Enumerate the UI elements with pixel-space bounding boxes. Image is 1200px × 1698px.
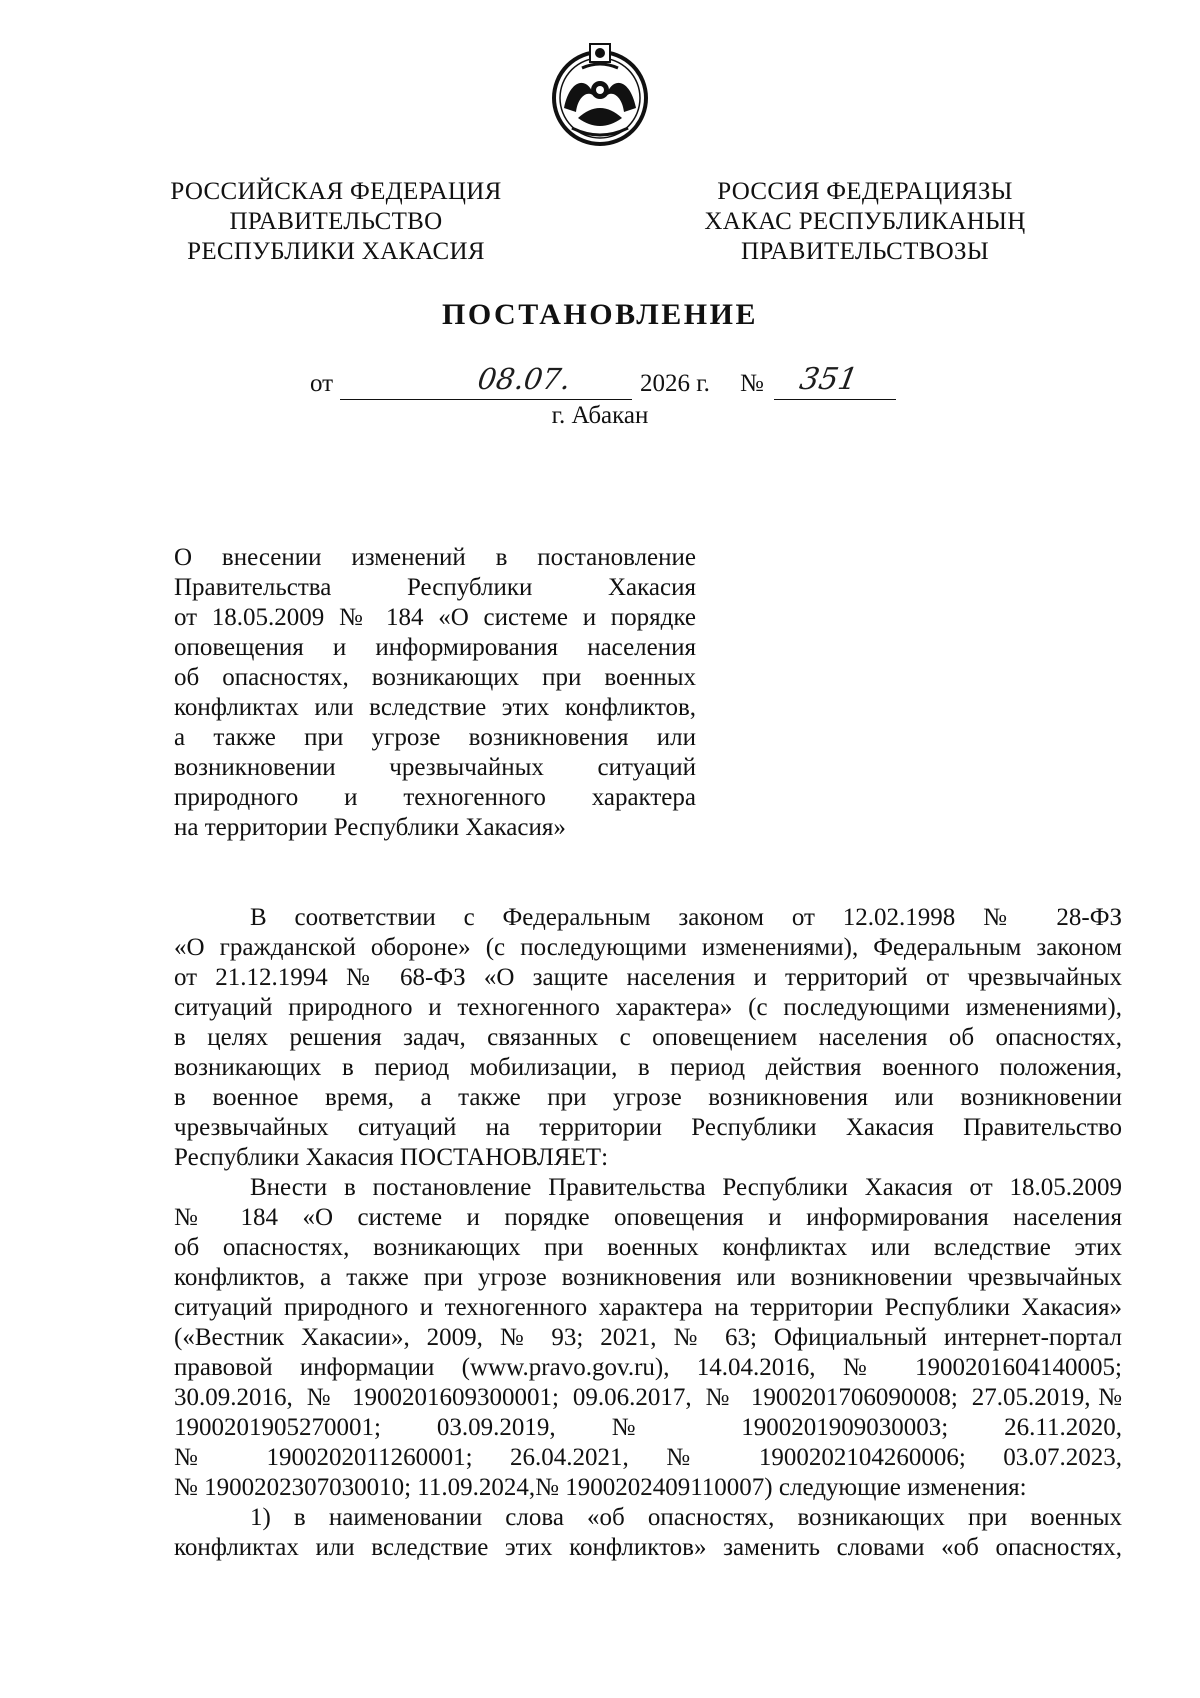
header-right-line: ПРАВИТЕЛЬСТВОЗЫ <box>741 238 989 265</box>
document-title: ПОСТАНОВЛЕНИЕ <box>442 298 758 331</box>
body-line: 1) в наименовании слова «об опасностях, возникающих при военных <box>250 1504 1122 1531</box>
subject-line: конфликтах или вследствие этих конфликтов, <box>174 694 696 721</box>
body-line: («Вестник Хакасии», 2009, № 93; 2021, № 63; Официальный интернет-портал <box>174 1324 1122 1351</box>
body-line: «О гражданской обороне» (с последующими изменениями), Федеральным законом <box>174 934 1122 961</box>
body-line: от 21.12.1994 № 68-ФЗ «О защите населения и территорий от чрезвычайных <box>174 964 1122 991</box>
body-line: ситуаций природного и техногенного характера на территории Республики Хакасия» <box>174 1294 1122 1321</box>
date-prefix: от <box>310 370 334 397</box>
body-line: 30.09.2016, № 1900201609300001; 09.06.2017, № 1900201706090008; 27.05.2019,№ <box>174 1384 1122 1411</box>
body-line: в военное время, а также при угрозе возникновения или возникновении <box>174 1084 1122 1111</box>
body-line: № 1900202307030010; 11.09.2024,№ 1900202409110007) следующие изменения: <box>174 1474 1027 1501</box>
body-line: № 184 «О системе и порядке оповещения и информирования населения <box>174 1204 1122 1231</box>
header-right-block <box>686 177 1044 267</box>
body-line: № 1900202011260001; 26.04.2021, № 1900202104260006; 03.07.2023, <box>174 1444 1122 1471</box>
subject-block <box>174 543 696 843</box>
body-line: ситуаций природного и техногенного характера» (с последующими изменениями), <box>174 994 1122 1021</box>
number-underline <box>774 399 896 400</box>
document-city: г. Абакан <box>551 402 649 429</box>
body-line: 1900201905270001; 03.09.2019, № 1900201909030003; 26.11.2020, <box>174 1414 1122 1441</box>
coat-of-arms-emblem <box>548 38 652 150</box>
header-left-line: РОССИЙСКАЯ ФЕДЕРАЦИЯ <box>170 178 502 205</box>
body-line: Республики Хакасия ПОСТАНОВЛЯЕТ: <box>174 1144 609 1171</box>
subject-line: оповещения и информирования населения <box>174 634 696 661</box>
document-year: 2026 г. <box>640 370 710 397</box>
header-left-block <box>160 177 512 267</box>
body-text <box>174 903 1122 1563</box>
subject-line: на территории Республики Хакасия» <box>174 814 566 841</box>
subject-line: О внесении изменений в постановление <box>174 544 696 571</box>
body-line: об опасностях, возникающих при военных конфликтах или вследствие этих <box>174 1234 1122 1261</box>
body-line: чрезвычайных ситуаций на территории Республики Хакасия Правительство <box>174 1114 1122 1141</box>
header-left-line: РЕСПУБЛИКИ ХАКАСИЯ <box>187 238 485 265</box>
subject-line: возникновении чрезвычайных ситуаций <box>174 754 696 781</box>
body-line: возникающих в период мобилизации, в период действия военного положения, <box>174 1054 1122 1081</box>
body-line: конфликтах или вследствие этих конфликтов» заменить словами «об опасностях, <box>174 1534 1122 1561</box>
number-label: № <box>740 370 764 397</box>
subject-line: природного и техногенного характера <box>174 784 696 811</box>
header-left-line: ПРАВИТЕЛЬСТВО <box>229 208 443 235</box>
subject-line: от 18.05.2009 № 184 «О системе и порядке <box>174 604 696 631</box>
body-line: В соответствии с Федеральным законом от 12.02.1998 № 28-ФЗ <box>250 904 1122 931</box>
subject-line: а также при угрозе возникновения или <box>174 724 696 751</box>
body-line: правовой информации (www.pravo.gov.ru), 14.04.2016, № 1900201604140005; <box>174 1354 1122 1381</box>
handwritten-date: 08.07. <box>475 362 573 396</box>
subject-line: Правительства Республики Хакасия <box>174 574 696 601</box>
header-right-line: РОССИЯ ФЕДЕРАЦИЯЗЫ <box>717 178 1013 205</box>
body-line: конфликтов, а также при угрозе возникновения или возникновении чрезвычайных <box>174 1264 1122 1291</box>
handwritten-number: 351 <box>796 362 861 397</box>
body-line: в целях решения задач, связанных с оповещением населения об опасностях, <box>174 1024 1122 1051</box>
header-right-line: ХАКАС РЕСПУБЛИКАНЫҢ <box>704 208 1026 235</box>
body-line: Внести в постановление Правительства Республики Хакасия от 18.05.2009 <box>250 1174 1122 1201</box>
date-underline <box>340 399 632 400</box>
subject-line: об опасностях, возникающих при военных <box>174 664 696 691</box>
